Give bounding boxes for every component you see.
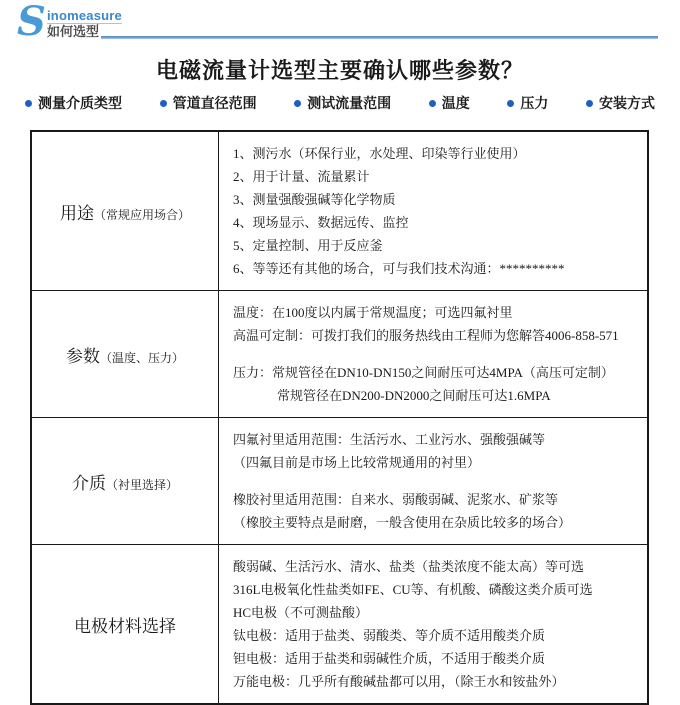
usage-line: 2、用于计量、流量累计 xyxy=(233,169,370,184)
usage-line: 5、定量控制、用于反应釜 xyxy=(233,238,383,253)
electrode-line: 钛电极：适用于盐类、弱酸类、等介质不适用酸类介质 xyxy=(233,628,546,643)
bullet-dot-icon xyxy=(160,100,167,107)
row-body-parameters xyxy=(219,291,649,418)
bullet-dot-icon xyxy=(507,100,514,107)
medium-line: 橡胶衬里适用范围：自来水、弱酸弱碱、泥浆水、矿浆等 xyxy=(233,492,559,507)
bullet-dot-icon xyxy=(294,100,301,107)
row-header-note: （衬里选择） xyxy=(105,477,178,492)
sinomeasure-logo-icon: S xyxy=(17,0,46,45)
electrode-line: 万能电极：几乎所有酸碱盐都可以用，（除王水和铵盐外） xyxy=(233,674,565,689)
bullet-item-pressure xyxy=(507,93,548,113)
electrode-line: HC电极（不可测盐酸） xyxy=(233,605,369,620)
bullet-item-medium-type xyxy=(25,93,122,113)
table-row-usage xyxy=(31,131,648,291)
bullet-label: 安装方式 xyxy=(598,97,655,112)
parameter-bullet-row xyxy=(25,93,655,113)
bullet-label: 管道直径范围 xyxy=(172,97,257,112)
parameter-line: 常规管径在DN200-DN2000之间耐压可达1.6MPA xyxy=(277,388,551,403)
electrode-line: 酸弱碱、生活污水、清水、盐类（盐类浓度不能太高）等可选 xyxy=(233,559,585,574)
bullet-dot-icon xyxy=(586,100,593,107)
row-header-medium xyxy=(31,418,219,545)
row-header-main: 电极材料选择 xyxy=(74,616,176,636)
usage-line: 4、现场显示、数据远传、监控 xyxy=(233,215,409,230)
medium-line: 四氟衬里适用范围：生活污水、工业污水、强酸强碱等 xyxy=(233,432,546,447)
bullet-label: 测试流量范围 xyxy=(307,97,392,112)
bullet-item-pipe-diameter xyxy=(160,93,257,113)
usage-line: 1、测污水（环保行业，水处理、印染等行业使用） xyxy=(233,146,526,161)
row-body-usage xyxy=(219,131,649,291)
medium-line: （橡胶主要特点是耐磨，一般含使用在杂质比较多的场合） xyxy=(233,515,572,530)
row-header-note: （温度、压力） xyxy=(99,350,184,365)
row-header-usage xyxy=(31,131,219,291)
row-body-medium xyxy=(219,418,649,545)
row-header-note: （常规应用场合） xyxy=(93,207,190,222)
electrode-line: 316L电极氧化性盐类如FE、CU等、有机酸、磷酸这类介质可选 xyxy=(233,582,593,597)
table-row-parameters xyxy=(31,291,648,418)
bullet-dot-icon xyxy=(429,100,436,107)
usage-line: 3、测量强酸强碱等化学物质 xyxy=(233,192,396,207)
bullet-item-flow-range xyxy=(294,93,391,113)
bullet-label: 测量介质类型 xyxy=(38,97,122,112)
electrode-line: 钽电极：适用于盐类和弱碱性介质，不适用于酸类介质 xyxy=(233,651,546,666)
bullet-item-installation xyxy=(586,93,655,113)
parameter-line: 温度：在100度以内属于常规温度；可选四氟衬里 xyxy=(233,305,513,320)
usage-line: 6、等等还有其他的场合，可与我们技术沟通：********** xyxy=(233,261,565,276)
bullet-item-temperature xyxy=(429,93,470,113)
medium-line: （四氟目前是市场上比较常规通用的衬里） xyxy=(233,455,481,470)
parameter-line: 高温可定制：可拨打我们的服务热线由工程师为您解答4006-858-571 xyxy=(233,328,619,343)
logo-text-block xyxy=(47,9,122,39)
bullet-dot-icon xyxy=(25,100,32,107)
row-header-parameters xyxy=(31,291,219,418)
table-row-medium xyxy=(31,418,648,545)
table-row-electrode xyxy=(31,545,648,705)
row-header-main: 用途 xyxy=(59,203,94,223)
page-title: 电磁流量计选型主要确认哪些参数？ xyxy=(155,58,524,83)
bullet-label: 压力 xyxy=(520,97,549,112)
row-header-electrode xyxy=(31,545,219,705)
parameter-line: 压力：常规管径在DN10-DN150之间耐压可达4MPA（高压可定制） xyxy=(233,365,614,380)
brand-name: inomeasure xyxy=(47,8,122,23)
row-header-main: 参数 xyxy=(65,346,100,366)
selection-table xyxy=(30,130,649,705)
row-header-main: 介质 xyxy=(71,473,106,493)
bullet-label: 温度 xyxy=(441,97,470,112)
header-divider xyxy=(101,36,658,39)
row-body-electrode xyxy=(219,545,649,705)
logo-subtitle: 如何选型 xyxy=(47,24,100,39)
